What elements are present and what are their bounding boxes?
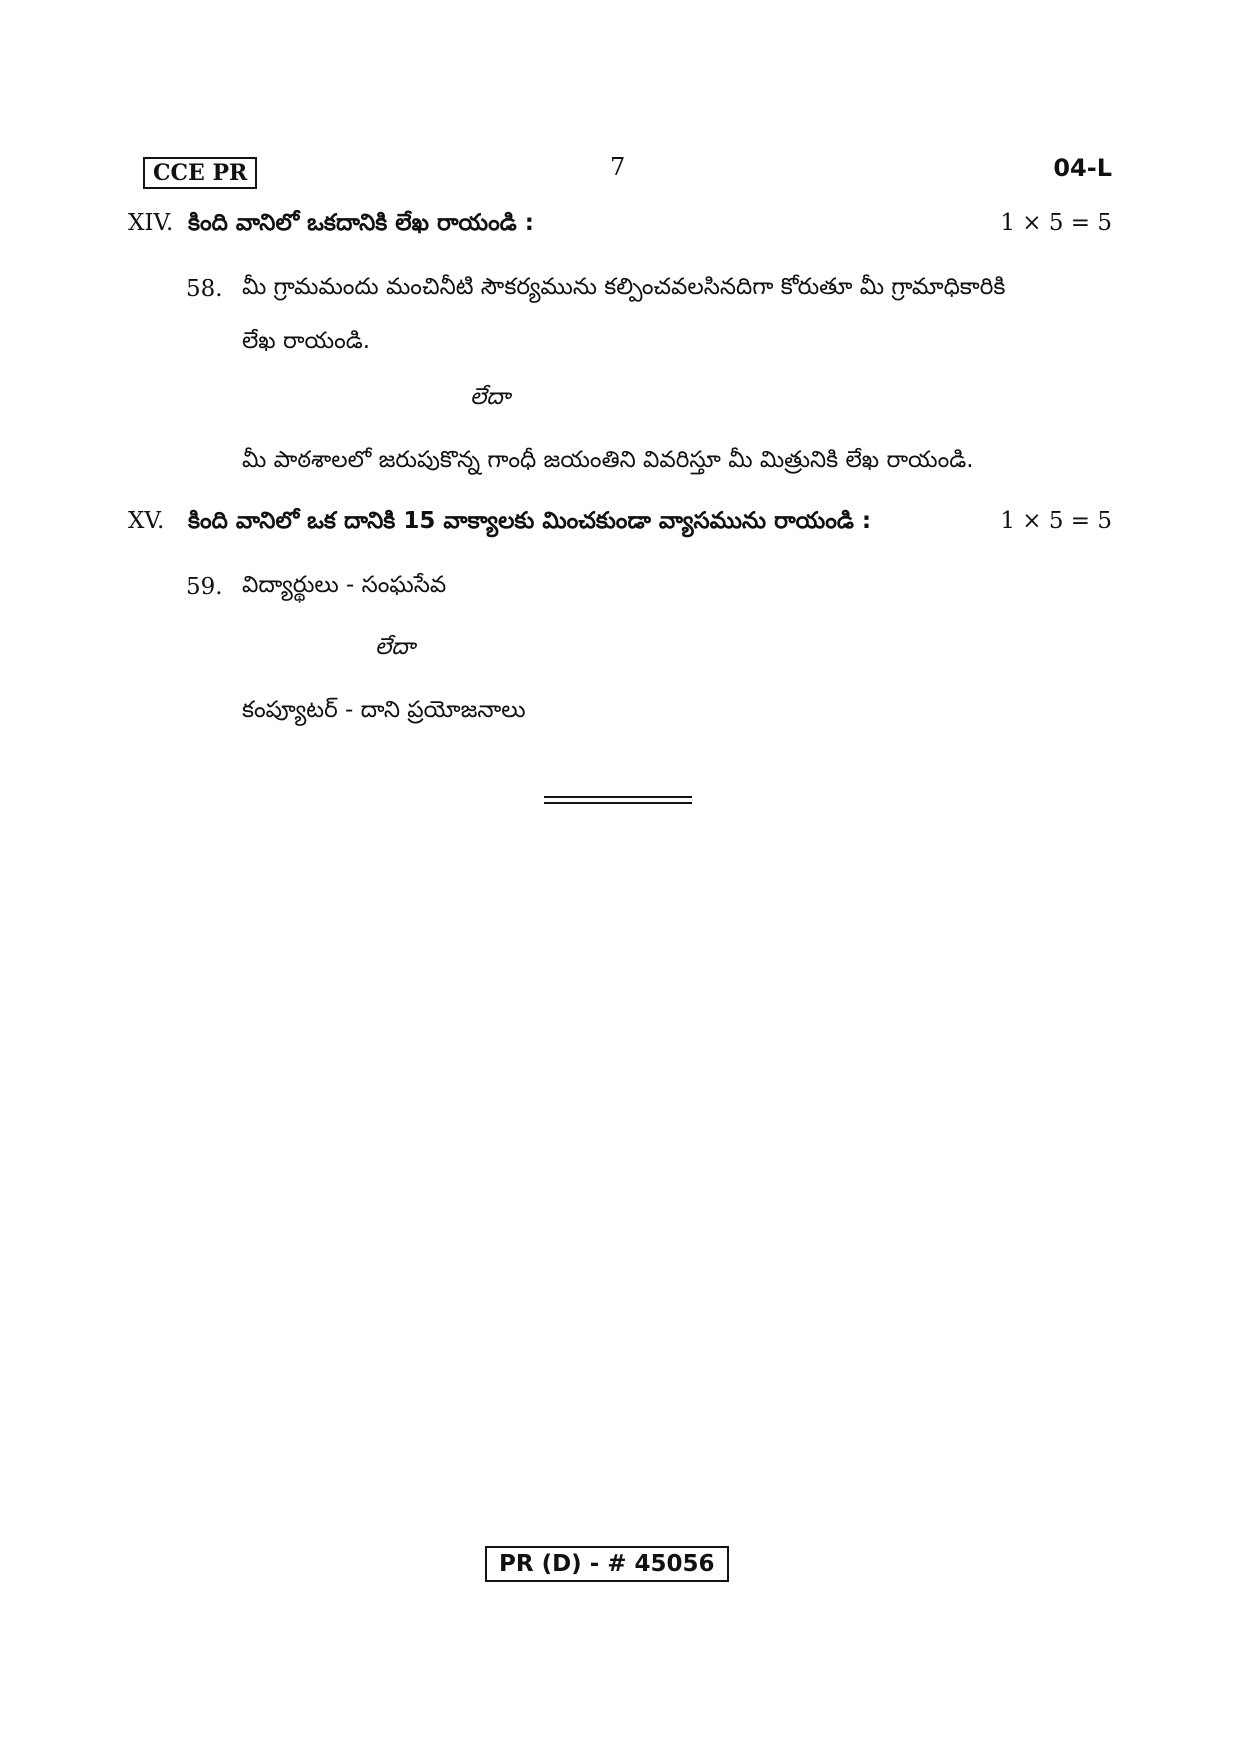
header-left-code: CCE PR bbox=[143, 157, 257, 189]
section-xiv-roman: XIV. bbox=[128, 210, 174, 236]
section-xiv-marks: 1 × 5 = 5 bbox=[1000, 210, 1112, 236]
footer-code: PR (D) - # 45056 bbox=[485, 1546, 729, 1582]
question-58-line1: మీ గ్రామమందు మంచినీటి సౌకర్యమును కల్పించవలసినదిగా కోరుతూ మీ గ్రామాధికారికి bbox=[242, 274, 1006, 300]
question-59-number: 59. bbox=[186, 574, 223, 600]
question-58-alternative: మీ పాఠశాలలో జరుపుకొన్న గాంధీ జయంతిని వివరిస్తూ మీ మిత్రునికి లేఖ రాయండి. bbox=[242, 447, 974, 473]
question-58-line2: లేఖ రాయండి. bbox=[242, 328, 371, 354]
end-rule-top bbox=[544, 796, 692, 798]
section-xv-or-label: లేదా bbox=[375, 634, 416, 660]
question-59-alternative: కంప్యూటర్ - దాని ప్రయోజనాలు bbox=[242, 697, 526, 723]
section-xiv-instruction: కింది వానిలో ఒకదానికి లేఖ రాయండి : bbox=[188, 210, 535, 236]
page-number: 7 bbox=[610, 153, 626, 181]
question-59-line1: విద్యార్థులు - సంఘసేవ bbox=[242, 572, 447, 598]
question-58-number: 58. bbox=[186, 276, 223, 302]
header-right-code: 04-L bbox=[1053, 154, 1112, 182]
section-xv-instruction: కింది వానిలో ఒక దానికి 15 వాక్యాలకు మించకుండా వ్యాసమును రాయండి : bbox=[188, 508, 872, 534]
end-rule-bottom bbox=[544, 802, 692, 804]
section-xv-roman: XV. bbox=[128, 508, 165, 534]
section-xiv-or-label: లేదా bbox=[470, 384, 511, 410]
section-xv-marks: 1 × 5 = 5 bbox=[1000, 508, 1112, 534]
